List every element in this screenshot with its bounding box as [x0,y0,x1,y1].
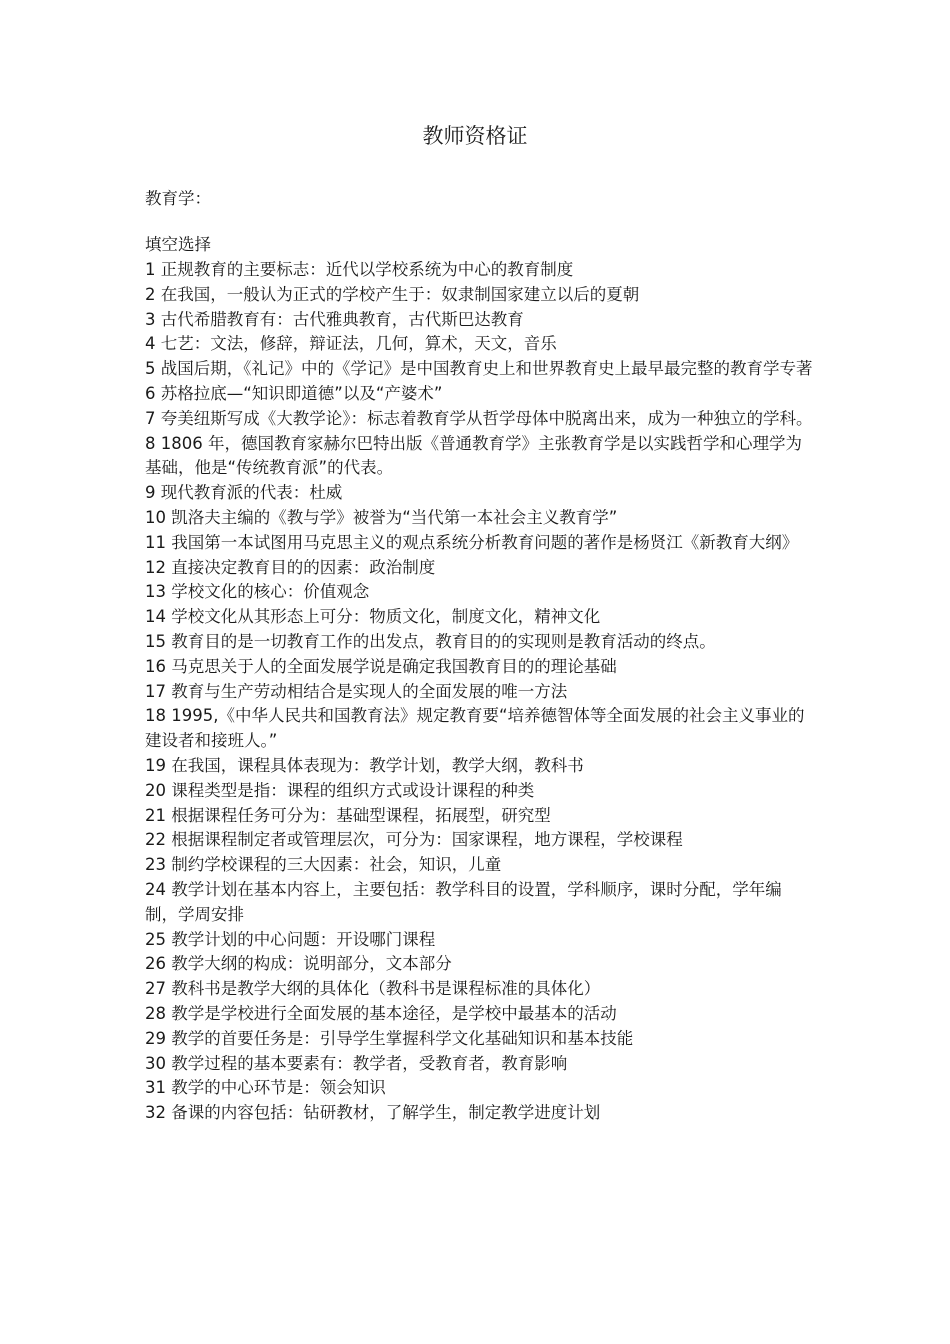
list-item: 1 正规教育的主要标志：近代以学校系统为中心的教育制度 [145,260,574,279]
list-item: 18 1995,《中华人民共和国教育法》规定教育要“培养德智体等全面发展的社会主义事业的建设者和接班人。” [145,706,805,751]
list-item: 9 现代教育派的代表：杜威 [145,483,343,503]
list-item: 17 教育与生产劳动相结合是实现人的全面发展的唯一方法 [145,681,568,701]
list-item: 22 根据课程制定者或管理层次，可分为：国家课程，地方课程，学校课程 [145,830,683,850]
list-item: 6 苏格拉底—“知识即道德”以及“产婆术” [145,383,443,403]
list-item: 28 教学是学校进行全面发展的基本途径，是学校中最基本的活动 [145,1003,617,1023]
page-title: 教师资格证 [422,124,528,148]
list-item: 27 教科书是教学大纲的具体化（教科书是课程标准的具体化） [145,979,601,999]
list-item: 10 凯洛夫主编的《教与学》被誉为“当代第一本社会主义教育学” [145,507,618,527]
list-item: 30 教学过程的基本要素有：教学者，受教育者，教育影响 [145,1053,568,1073]
list-item: 12 直接决定教育目的的因素：政治制度 [145,557,436,577]
list-item: 32 备课的内容包括：钻研教材，了解学生，制定教学进度计划 [145,1103,601,1123]
list-item: 14 学校文化从其形态上可分：物质文化，制度文化，精神文化 [145,607,601,627]
list-item: 15 教育目的是一切教育工作的出发点，教育目的的实现则是教育活动的终点。 [145,631,716,651]
list-item: 3 古代希腊教育有：古代雅典教育，古代斯巴达教育 [145,309,524,329]
list-item: 11 我国第一本试图用马克思主义的观点系统分析教育问题的著作是杨贤江《新教育大纲》 [145,532,799,552]
list-item: 4 七艺：文法，修辞，辩证法，几何，算术，天文，音乐 [145,334,557,354]
item-list [145,258,813,1126]
list-item: 5 战国后期，《礼记》中的《学记》是中国教育史上和世界教育史上最早最完整的教育学专著 [145,359,813,379]
list-item: 23 制约学校课程的三大因素：社会，知识，儿童 [145,855,502,875]
list-item: 25 教学计划的中心问题：开设哪门课程 [145,929,436,949]
list-item: 2 在我国，一般认为正式的学校产生于：奴隶制国家建立以后的夏朝 [145,284,640,304]
list-item: 31 教学的中心环节是：领会知识 [145,1078,386,1098]
list-item: 26 教学大纲的构成：说明部分，文本部分 [145,954,452,974]
list-item: 24 教学计划在基本内容上，主要包括：教学科目的设置，学科顺序，课时分配，学年编制，学周安排 [145,879,782,924]
list-item: 8 1806 年，德国教育家赫尔巴特出版《普通教育学》主张教育学是以实践哲学和心理学为基础，他是“传统教育派”的代表。 [145,433,802,478]
section-heading: 填空选择 [145,235,211,254]
list-item: 13 学校文化的核心：价值观念 [145,582,370,602]
list-item: 29 教学的首要任务是：引导学生掌握科学文化基础知识和基本技能 [145,1028,634,1048]
list-item: 20 课程类型是指：课程的组织方式或设计课程的种类 [145,780,535,800]
subject-heading: 教育学： [145,189,211,208]
list-item: 19 在我国，课程具体表现为：教学计划，教学大纲，教科书 [145,755,584,775]
list-item: 16 马克思关于人的全面发展学说是确定我国教育目的的理论基础 [145,656,617,676]
list-item: 7 夸美纽斯写成《大教学论》：标志着教育学从哲学母体中脱离出来，成为一种独立的学科。 [145,408,813,428]
list-item: 21 根据课程任务可分为：基础型课程，拓展型，研究型 [145,805,551,825]
